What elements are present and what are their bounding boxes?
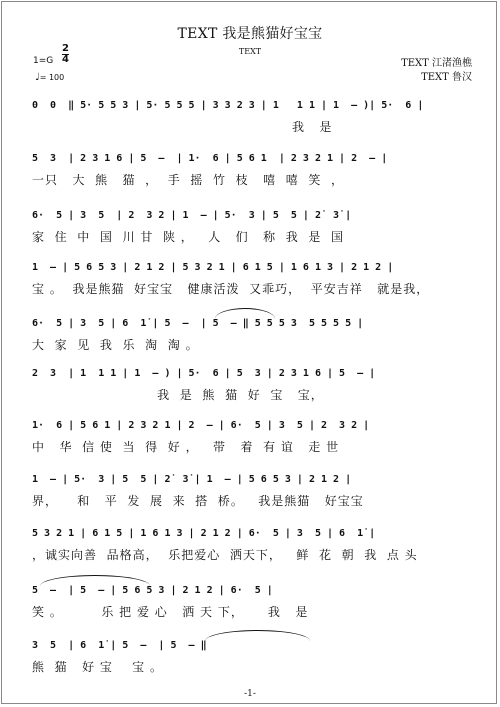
song-subtitle: TEXT <box>238 47 262 56</box>
quarter-note-icon: ♩ <box>35 72 40 83</box>
key-signature: 1=G <box>33 56 54 66</box>
notation-row: 6· 5 | 3 5 | 2 3 2 | 1 – | 5· 3 | 5 5 | 2̇ 3̇ | <box>32 210 352 221</box>
lyric-row: 大 家 见 我 乐 淘 淘 。 <box>32 338 199 352</box>
lyricist-credit: TEXT 江渚渔樵 <box>401 58 472 69</box>
time-signature-top: 2 <box>62 43 69 54</box>
notation-row: 5 – | 5 – | 5 6 5 3 | 2 1 2 | 6· 5 | <box>32 585 273 596</box>
notation-row: 5 3 2 1 | 6 1 5 | 1 6 1 3 | 2 1 2 | 6· 5 | 3 5 | 6 1̇ | <box>32 528 376 539</box>
lyric-row: 一只 大 熊 猫 ， 手 摇 竹 枝 嘻 嘻 笑 ， <box>32 173 344 187</box>
lyric-row: ，诚实向善 品格高， 乐把爱心 洒天下， 鲜 花 朝 我 点 头 <box>32 548 418 562</box>
notation-row: 1 – | 5· 3 | 5 5 | 2̇ 3̇ | 1 – | 5 6 5 3 | 2 1 2 | <box>32 474 352 485</box>
lyric-row: 笑 。 乐 把 爱 心 洒 天 下， 我 是 <box>32 605 309 619</box>
time-signature <box>62 44 69 65</box>
notation-row: 0 0 ‖ 5· 5 5 3 | 5· 5 5 5 | 3 3 2 3 | 1 1 1 | 1 – )| 5· 6 | <box>32 100 424 111</box>
lyric-row: 界， 和 平 发 展 来 搭 桥。 我是熊猫 好宝宝 <box>32 494 364 508</box>
notation-row: 3 5 | 6 1̇ | 5 – | 5 – ‖ <box>32 640 207 651</box>
notation-row: 1· 6 | 5 6 1 | 2 3 2 1 | 2 – | 6· 5 | 3 5 | 2 3 2 | <box>32 420 370 431</box>
song-title: TEXT 我是熊猫好宝宝 <box>177 26 323 42</box>
composer-credit: TEXT 鲁汉 <box>421 72 472 83</box>
lyric-row: 我 是 <box>32 120 333 134</box>
lyric-row: 家 住 中 国 川 甘 陕 ， 人 们 称 我 是 国 <box>32 230 344 244</box>
time-signature-bottom: 4 <box>62 54 69 65</box>
tempo-value: = 100 <box>39 73 65 82</box>
page-number: -1- <box>244 689 256 699</box>
lyric-row: 熊 猫 好 宝 宝 。 <box>32 660 163 674</box>
notation-row: 5 3 | 2 3 1 6 | 5 – | 1· 6 | 5 6 1 | 2 3 2 1 | 2 – | <box>32 153 388 164</box>
tempo-marking <box>35 72 64 83</box>
notation-row: 1 – | 5 6 5 3 | 2 1 2 | 5 3 2 1 | 6 1 5 | 1 6 1 3 | 2 1 2 | <box>32 262 394 273</box>
notation-row: 6· 5 | 3 5 | 6 1̇ | 5 – | 5 – ‖ 5 5 5 3 5 5 5 5 | <box>32 318 364 329</box>
notation-row: 2 3 | 1 1 1 | 1 – ) | 5· 6 | 5 3 | 2 3 1 6 | 5 – | <box>32 368 376 379</box>
lyric-row: 宝 。 我是熊猫 好宝宝 健康活泼 又乖巧， 平安吉祥 就是我， <box>32 282 430 296</box>
lyric-row: 我 是 熊 猫 好 宝 宝， <box>32 388 324 402</box>
lyric-row: 中 华 信 使 当 得 好 ， 带 着 有 谊 走 世 <box>32 440 340 454</box>
